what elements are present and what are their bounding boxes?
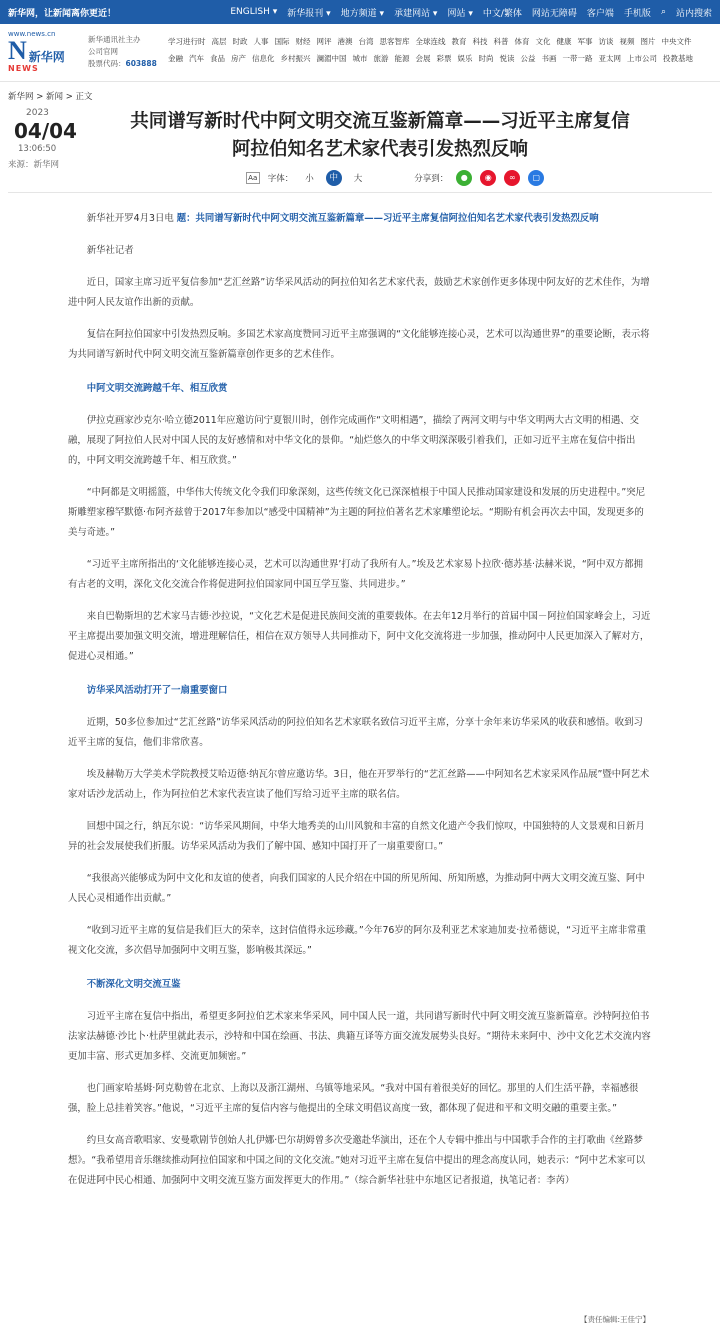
channel-link[interactable]: 投教基地 xyxy=(663,54,693,63)
channel-link[interactable]: 城市 xyxy=(352,54,368,63)
logo-cn: 新华网 xyxy=(28,50,65,64)
channel-link[interactable]: 科普 xyxy=(493,37,509,46)
channel-link[interactable]: 乡村振兴 xyxy=(280,54,311,63)
channel-link[interactable]: 体育 xyxy=(514,37,530,46)
stock-info xyxy=(78,30,168,81)
channel-link[interactable]: 全球连线 xyxy=(415,37,446,46)
channel-nav xyxy=(168,30,712,81)
channel-row-1 xyxy=(168,36,712,47)
channel-link[interactable]: 一带一路 xyxy=(562,54,593,63)
channel-link[interactable]: 视频 xyxy=(619,37,635,46)
link-newspapers[interactable]: 新华报刊 ▾ xyxy=(287,8,331,19)
article-tools xyxy=(80,164,680,186)
channel-link[interactable]: 人事 xyxy=(253,37,269,46)
font-medium-button[interactable]: 中 xyxy=(326,170,342,186)
link-english[interactable]: ENGLISH ▾ xyxy=(230,7,278,17)
channel-link[interactable]: 财经 xyxy=(295,37,311,46)
article-title-line: 共同谱写新时代中阿文明交流互鉴新篇章——习近平主席复信 xyxy=(130,111,630,132)
paragraph: 埃及赫勒万大学美术学院教授艾哈迈德·纳瓦尔曾应邀访华。3日，他在开罗举行的“艺汇丝路——中阿知名艺术家采风作品展”暨中阿艺术家对话沙龙活动上，作为阿拉伯艺术家代表宣读了他们写给习近平主席的联名信。 xyxy=(68,769,650,800)
section-heading: 访华采风活动打开了一扇重要窗口 xyxy=(86,685,228,696)
weibo-share-icon[interactable]: ◉ xyxy=(480,170,496,186)
responsible-editor: 【责任编辑:王佳宁】 xyxy=(579,1315,650,1324)
channel-link[interactable]: 科技 xyxy=(472,37,488,46)
channel-link[interactable]: 健康 xyxy=(556,37,572,46)
link-traditional[interactable]: 中文/繁体 xyxy=(482,8,522,19)
channel-link[interactable]: 国际 xyxy=(274,37,290,46)
link-net[interactable]: 网站 ▾ xyxy=(447,8,473,19)
channel-link[interactable]: 军事 xyxy=(577,37,593,46)
channel-row-2 xyxy=(168,53,712,64)
stock-code: 603888 xyxy=(125,59,157,68)
channel-link[interactable]: 公益 xyxy=(520,54,536,63)
paragraph: 伊拉克画家沙克尔·哈立德2011年应邀访问宁夏银川时，创作完成画作“文明相遇”，描绘了两河文明与中华文明两大古文明的相遇、交融，展现了阿拉伯人民对中国人民的友好感情和对中华文化的景仰。“灿烂悠久的中华文明深深吸引着我们，正如习近平主席在复信中指出的，中阿文明交流跨越千年、相互欣赏。” xyxy=(68,415,639,466)
channel-link[interactable]: 会展 xyxy=(415,54,431,63)
channel-link[interactable]: 书画 xyxy=(541,54,557,63)
paragraph: “收到习近平主席的复信是我们巨大的荣幸，这封信值得永远珍藏。”今年76岁的阿尔及利亚艺术家迪加麦·拉希德说，“习近平主席非常重视文化交流，多次倡导加强阿中文明互鉴，影响极其深远。” xyxy=(68,925,646,956)
channel-link[interactable]: 时尚 xyxy=(478,54,494,63)
channel-link[interactable]: 时政 xyxy=(232,37,248,46)
channel-link[interactable]: 食品 xyxy=(210,54,225,63)
logo-n-icon: N xyxy=(8,36,27,65)
wechat-share-icon[interactable]: ● xyxy=(456,170,472,186)
paragraph: 来自巴勒斯坦的艺术家马吉德·沙拉说，“文化艺术是促进民族间交流的重要载体。在去年12月举行的首届中国－阿拉伯国家峰会上，习近平主席提出要加强文明交流，增进理解信任，相信在双方领导人共同推动下，阿中文化交流将进一步加强，推动阿中人民更加深入了解对方，促进心灵相通。” xyxy=(68,611,651,662)
stock-line: 股票代码： xyxy=(88,59,126,68)
channel-link[interactable]: 网评 xyxy=(316,37,332,46)
copy-share-icon[interactable]: ▢ xyxy=(528,170,544,186)
channel-link[interactable]: 中央文件 xyxy=(661,37,692,46)
title-area xyxy=(0,106,720,188)
paragraph: 习近平主席在复信中指出，希望更多阿拉伯艺术家来华采风，同中国人民一道，共同谱写新时代中阿文明交流互鉴新篇章。沙特阿拉伯书法家法赫德·沙比卜·杜萨里就此表示，沙特和中国在绘画、书法、典籍互译等方面交流发展势头良好。“期待未来阿中、沙中文化艺术交流内容更加丰富、形式更加多样、交流更加频密。” xyxy=(68,1011,651,1062)
article-lead xyxy=(68,209,652,229)
channel-link[interactable]: 台湾 xyxy=(358,37,374,46)
logo-en: NEWS xyxy=(8,64,39,73)
link-client[interactable]: 客户端 xyxy=(586,8,614,19)
paragraph: 近日，国家主席习近平复信参加“艺汇丝路”访华采风活动的阿拉伯知名艺术家代表，鼓励艺术家创作更多体现中阿友好的艺术佳作，为增进中阿人民友谊作出新的贡献。 xyxy=(68,277,650,308)
channel-link[interactable]: 旅游 xyxy=(373,54,389,63)
paragraph: 约旦女高音歌唱家、安曼歌剧节创始人扎伊娜·巴尔胡姆曾多次受邀赴华演出，还在个人专辑中推出与中国歌手合作的主打歌曲《丝路梦想》。“我希望用音乐继续推动阿拉伯国家和中国之间的文化交流。”她对习近平主席在复信中提出的理念高度认同，她表示：“阿中艺术家可以在促进阿中民心相通、加强阿中文明交流互鉴方面发挥更大的作用。”（综合新华社驻中东地区记者报道，执笔记者：李芮） xyxy=(68,1135,646,1186)
channel-link[interactable]: 高层 xyxy=(211,37,227,46)
font-large-button[interactable]: 大 xyxy=(353,174,363,184)
site-header xyxy=(0,24,720,82)
pub-source: 来源：新华网 xyxy=(8,160,60,170)
article-title-line: 阿拉伯知名艺术家代表引发热烈反响 xyxy=(231,139,528,160)
channel-link[interactable]: 房产 xyxy=(231,54,246,63)
font-small-button[interactable]: 小 xyxy=(305,174,314,184)
font-label: 字体： xyxy=(267,174,294,184)
paragraph: 近期，50多位参加过“艺汇丝路”访华采风活动的阿拉伯知名艺术家联名致信习近平主席，分享十余年来访华采风的收获和感悟。收到习近平主席的复信，他们非常欣喜。 xyxy=(68,717,643,748)
stock-line: 新华通讯社主办 xyxy=(88,35,141,44)
channel-link[interactable]: 亚太网 xyxy=(598,54,621,63)
byline: 新华社记者 xyxy=(86,245,134,256)
channel-link[interactable]: 悦读 xyxy=(499,54,515,63)
paragraph: 复信在阿拉伯国家中引发热烈反响。多国艺术家高度赞同习近平主席强调的“文化能够连接心灵，艺术可以沟通世界”的重要论断，表示将为共同谱写新时代中阿文明交流互鉴新篇章创作更多的艺术佳作。 xyxy=(68,329,650,360)
slogan: 新华网，让新闻离你更近！ xyxy=(8,8,117,19)
link-share-icon[interactable]: ∞ xyxy=(504,170,520,186)
channel-link[interactable]: 能源 xyxy=(394,54,410,63)
channel-link[interactable]: 港澳 xyxy=(337,37,353,46)
channel-link[interactable]: 彩票 xyxy=(436,54,452,63)
font-size-icon: Aa xyxy=(246,172,260,184)
logo-url: www.news.cn xyxy=(8,30,56,38)
title-wrap xyxy=(80,106,720,188)
article-body xyxy=(0,209,720,1191)
link-mobile[interactable]: 手机版 xyxy=(623,8,651,19)
article-title xyxy=(80,106,680,164)
channel-link[interactable]: 图片 xyxy=(640,37,656,46)
channel-link[interactable]: 澜湄中国 xyxy=(316,54,347,63)
paragraph: “中阿都是文明摇篮，中华伟大传统文化令我们印象深刻，这些传统文化已深深植根于中国人民推动国家建设和发展的历史进程中。”突尼斯雕塑家穆罕默德·布阿齐兹曾于2017年参加以“感受中国精神”为主题的阿拉伯著名艺术家雕塑论坛。“期盼有机会再次去中国，发现更多的美与奇迹。” xyxy=(68,487,645,538)
channel-link[interactable]: 金融 xyxy=(168,54,183,63)
pub-year: 2023 xyxy=(26,108,49,118)
stock-line[interactable]: 公司官网 xyxy=(88,47,118,56)
paragraph: “我很高兴能够成为阿中文化和友谊的使者，向我们国家的人民介绍在中国的所见所闻、所知所感，为推动阿中两大文明交流互鉴、阿中人民心灵相通作出贡献。” xyxy=(68,873,645,904)
share-label: 分享到： xyxy=(414,174,449,184)
section-heading: 不断深化文明交流互鉴 xyxy=(86,979,181,990)
channel-link[interactable]: 访谈 xyxy=(598,37,614,46)
link-sites[interactable]: 承建网站 ▾ xyxy=(394,8,438,19)
channel-link[interactable]: 教育 xyxy=(451,37,467,46)
headline-label: 题： xyxy=(176,213,196,224)
search-icon[interactable]: ⌕ xyxy=(660,7,666,17)
section-heading: 中阿文明交流跨越千年、相互欣赏 xyxy=(86,383,228,394)
breadcrumb[interactable]: 新华网 > 新闻 > 正文 xyxy=(8,92,93,102)
divider xyxy=(8,192,712,193)
pub-date: 04/04 xyxy=(14,119,77,143)
paragraph: “习近平主席所指出的‘文化能够连接心灵，艺术可以沟通世界’打动了我所有人。”埃及艺术家易卜拉欣·德苏基·法赫米说，“阿中双方都拥有古老的文明，深化文化交流合作将促进阿拉伯国家同中国互学互鉴、共同进步。” xyxy=(68,559,643,590)
channel-link[interactable]: 学习进行时 xyxy=(168,37,206,46)
link-search[interactable]: 站内搜索 xyxy=(675,8,712,19)
channel-link[interactable]: 思客智库 xyxy=(379,37,410,46)
channel-link[interactable]: 上市公司 xyxy=(627,54,657,63)
link-accessibility[interactable]: 网站无障碍 xyxy=(531,8,577,19)
dateline: 新华社开罗4月3日电 xyxy=(86,213,174,224)
top-links xyxy=(230,6,712,19)
channel-link[interactable]: 娱乐 xyxy=(457,54,473,63)
channel-link[interactable]: 汽车 xyxy=(189,54,204,63)
top-bar xyxy=(0,0,720,24)
paragraph: 回想中国之行，纳瓦尔说：“访华采风期间，中华大地秀美的山川风貌和丰富的自然文化遗产令我们惊叹，中国独特的人文景观和日新月异的社会发展使我们折服。访华采风活动为我们了解中国、感知中国打开了一扇重要窗口。” xyxy=(68,821,645,852)
site-logo[interactable] xyxy=(8,30,78,81)
channel-link[interactable]: 信息化 xyxy=(252,54,275,63)
channel-link[interactable]: 文化 xyxy=(535,37,551,46)
date-box xyxy=(0,106,80,188)
link-local[interactable]: 地方频道 ▾ xyxy=(340,8,385,19)
paragraph: 也门画家哈基姆·阿克勒曾在北京、上海以及浙江湖州、乌镇等地采风。“我对中国有着很美好的回忆。那里的人们生活平静，幸福感很强，脸上总挂着笑容。”他说，“习近平主席的复信内容与他提出的全球文明倡议高度一致，都体现了促进和平和文明交融的重要主张。” xyxy=(68,1083,639,1114)
pub-time: 13:06:50 xyxy=(18,144,57,154)
headline: 共同谱写新时代中阿文明交流互鉴新篇章——习近平主席复信阿拉伯知名艺术家代表引发热烈反响 xyxy=(195,213,599,224)
